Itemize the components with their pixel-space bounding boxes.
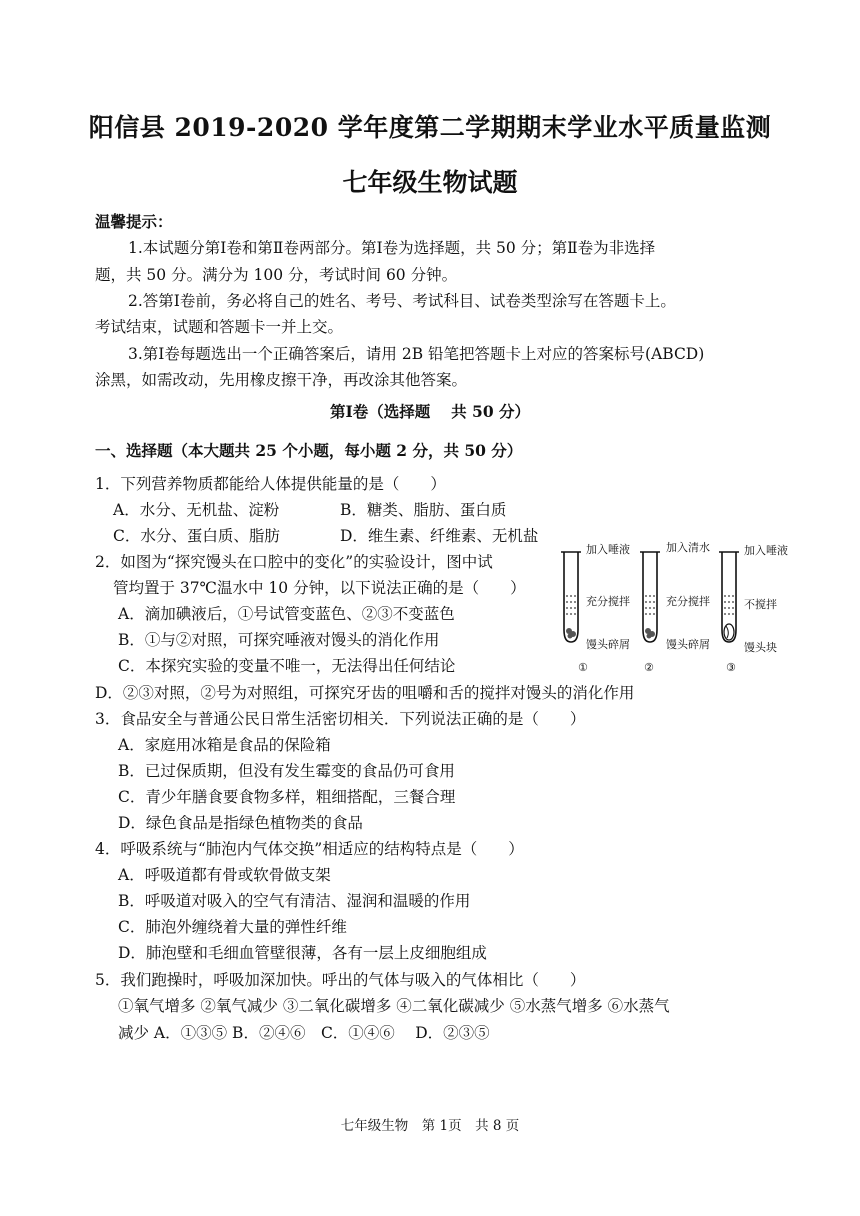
test-tube-3 — [719, 552, 739, 642]
tube1-mid-label: 充分搅拌 — [586, 595, 630, 608]
tip-3-line-2: 涂黑，如需改动，先用橡皮擦干净，再改涂其他答案。 — [95, 371, 468, 389]
q4-option-c: C．肺泡外缠绕着大量的弹性纤维 — [118, 918, 347, 936]
q4-stem: 4．呼吸系统与“肺泡内气体交换”相适应的结构特点是（ ） — [95, 840, 524, 858]
page-footer: 七年级生物 第 1页 共 8 页 — [340, 1118, 520, 1134]
q2-option-c: C．本探究实验的变量不唯一，无法得出任何结论 — [118, 657, 456, 675]
q5-choices-line-1: ①氧气增多 ②氧气减少 ③二氧化碳增多 ④二氧化碳减少 ⑤水蒸气增多 ⑥水蒸气 — [118, 997, 670, 1015]
tube3-number: ③ — [726, 661, 736, 674]
q4-option-d: D．肺泡壁和毛细血管壁很薄，各有一层上皮细胞组成 — [118, 944, 487, 962]
tube2-mid-label: 充分搅拌 — [666, 595, 710, 608]
tube2-bottom-label: 馒头碎屑 — [666, 638, 710, 651]
tube2-number: ② — [644, 661, 654, 674]
q1-option-a: A．水分、无机盐、淀粉 — [113, 501, 280, 519]
q3-stem: 3．食品安全与普通公民日常生活密切相关．下列说法正确的是（ ） — [95, 710, 586, 728]
q2-option-d: D．②③对照，②号为对照组，可探究牙齿的咀嚼和舌的搅拌对馒头的消化作用 — [95, 684, 635, 702]
tip-1-line-2: 题，共 50 分。满分为 100 分，考试时间 60 分钟。 — [95, 266, 458, 284]
q1-option-d: D．维生素、纤维素、无机盐 — [340, 527, 539, 545]
q5-choices-line-2: 减少 A．①③⑤ B．②④⑥ C．①④⑥ D．②③⑤ — [118, 1024, 490, 1042]
q3-option-d: D．绿色食品是指绿色植物类的食品 — [118, 814, 363, 832]
section-heading: 第Ⅰ卷（选择题 共 50 分） — [329, 402, 530, 421]
q2-stem-line-2: 管均置于 37℃温水中 10 分钟，以下说法正确的是（ ） — [113, 579, 526, 597]
q3-option-b: B．已过保质期，但没有发生霉变的食品仍可食用 — [118, 762, 455, 780]
q1-stem: 1．下列营养物质都能给人体提供能量的是（ ） — [95, 475, 446, 493]
tube2-top-label: 加入清水 — [666, 541, 710, 554]
page-subtitle: 七年级生物试题 — [342, 168, 518, 197]
test-tube-diagram — [556, 534, 806, 680]
tube1-bottom-label: 馒头碎屑 — [586, 638, 630, 651]
test-tube-2 — [640, 552, 660, 642]
tube3-bottom-label: 馒头块 — [744, 641, 777, 654]
q1-option-b: B．糖类、脂肪、蛋白质 — [340, 501, 507, 519]
q1-option-c: C．水分、蛋白质、脂肪 — [113, 527, 280, 545]
q2-stem-line-1: 2．如图为“探究馒头在口腔中的变化”的实验设计，图中试 — [95, 553, 493, 571]
tube1-number: ① — [578, 661, 588, 674]
q4-option-a: A．呼吸道都有骨或软骨做支架 — [118, 866, 331, 884]
tube3-mid-label: 不搅拌 — [744, 598, 777, 611]
test-tube-1 — [561, 552, 581, 642]
tips-heading: 温馨提示： — [95, 212, 173, 231]
q4-option-b: B．呼吸道对吸入的空气有清洁、湿润和温暖的作用 — [118, 892, 471, 910]
tip-2-line-1: 2.答第Ⅰ卷前，务必将自己的姓名、考号、考试科目、试卷类型涂写在答题卡上。 — [128, 292, 676, 310]
tube3-top-label: 加入唾液 — [744, 544, 788, 557]
page-title: 阳信县 2019-2020 学年度第二学期期末学业水平质量监测 — [88, 113, 772, 142]
q3-option-c: C．青少年膳食要食物多样，粗细搭配，三餐合理 — [118, 788, 456, 806]
tube1-top-label: 加入唾液 — [586, 543, 630, 556]
q2-option-b: B．①与②对照，可探究唾液对馒头的消化作用 — [118, 631, 440, 649]
q5-stem: 5．我们跑操时，呼吸加深加快。呼出的气体与吸入的气体相比（ ） — [95, 971, 586, 989]
q3-option-a: A．家庭用冰箱是食品的保险箱 — [118, 736, 331, 754]
tip-2-line-2: 考试结束，试题和答题卡一并上交。 — [95, 318, 344, 336]
tip-1-line-1: 1.本试题分第Ⅰ卷和第Ⅱ卷两部分。第Ⅰ卷为选择题，共 50 分；第Ⅱ卷为非选择 — [128, 239, 656, 257]
part-heading: 一、选择题（本大题共 25 个小题，每小题 2 分，共 50 分） — [95, 441, 523, 460]
tip-3-line-1: 3.第Ⅰ卷每题选出一个正确答案后，请用 2B 铅笔把答题卡上对应的答案标号(ABCD) — [128, 345, 705, 363]
q2-option-a: A．滴加碘液后，①号试管变蓝色、②③不变蓝色 — [118, 605, 455, 623]
